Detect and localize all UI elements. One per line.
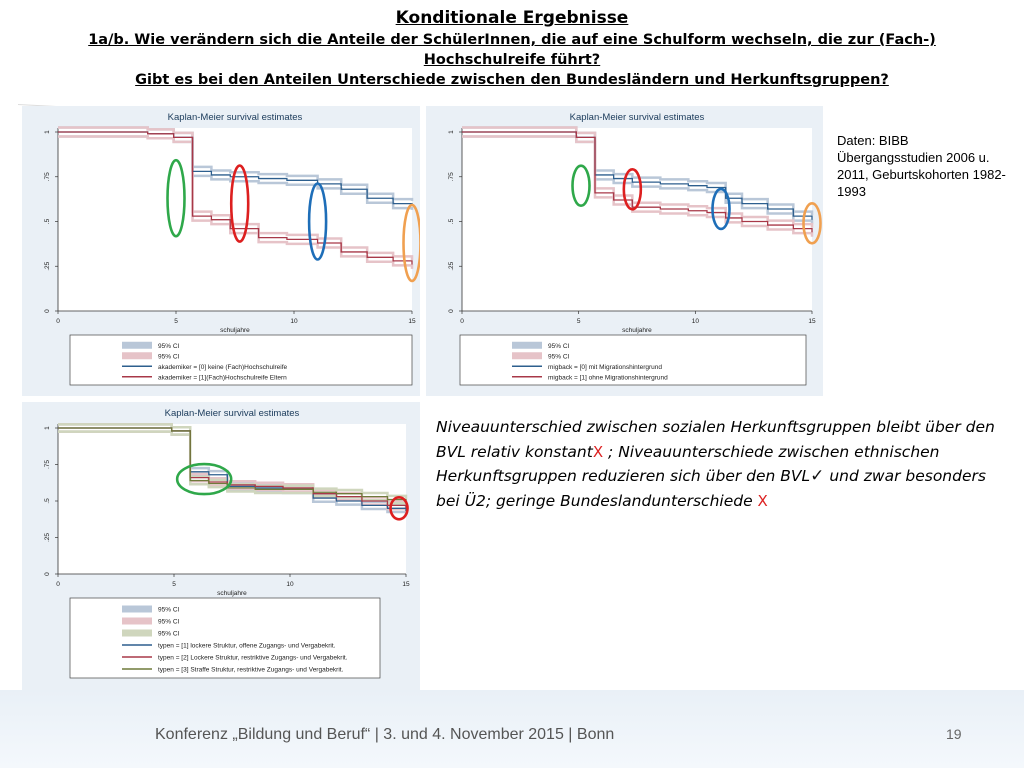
- y-tick-label: .25: [448, 261, 455, 271]
- y-tick-label: 1: [44, 130, 51, 134]
- legend-label: typen = [3] Straffe Struktur, restriktive Zugangs- und Vergabekrit.: [158, 666, 344, 674]
- x-tick-label: 0: [460, 318, 464, 325]
- x-tick-label: 10: [290, 318, 298, 325]
- legend-label: 95% CI: [158, 630, 180, 638]
- legend-swatch: [122, 342, 152, 349]
- legend-label: 95% CI: [158, 606, 180, 614]
- plot-area: [58, 128, 412, 311]
- y-tick-label: .25: [44, 261, 51, 271]
- legend-swatch: [122, 352, 152, 359]
- x-tick-label: 10: [691, 318, 699, 325]
- page-number: 19: [946, 726, 962, 742]
- legend-label: 95% CI: [548, 353, 570, 361]
- x-tick-label: 5: [172, 581, 176, 588]
- x-tick-label: 0: [56, 581, 60, 588]
- legend-label: akademiker = [0] keine (Fach)Hochschulreife: [158, 363, 288, 371]
- plot-area: [462, 128, 812, 311]
- legend-label: 95% CI: [548, 342, 570, 350]
- y-tick-label: 0: [448, 309, 455, 313]
- research-question-line-2: Hochschulreife führt?: [423, 52, 601, 68]
- commentary-part-2: ; Niveauunterschiede zwischen ethnischen Herkunftsgruppen reduzieren sich über den BVL: [436, 442, 940, 485]
- y-tick-label: 0: [44, 309, 51, 313]
- legend-label: akademiker = [1](Fach)Hochschulreife Eltern: [158, 374, 287, 382]
- chart-migback: [426, 106, 823, 396]
- chart-akademiker: [22, 106, 420, 396]
- legend-swatch: [122, 606, 152, 613]
- chart-akademiker-svg: [22, 106, 420, 396]
- y-tick-label: .75: [44, 172, 51, 182]
- x-tick-label: 15: [808, 318, 816, 325]
- research-question-line-1: 1a/b. Wie verändern sich die Anteile der SchülerInnen, die auf eine Schulform wechseln, die zur (Fach-): [88, 32, 936, 48]
- legend-label: 95% CI: [158, 342, 180, 350]
- y-tick-label: 1: [448, 130, 455, 134]
- x-axis-label: schuljahre: [622, 327, 652, 334]
- y-tick-label: .75: [448, 172, 455, 182]
- y-tick-label: .75: [44, 459, 51, 470]
- legend-label: typen = [1] lockere Struktur, offene Zugangs- und Vergabekrit.: [158, 642, 336, 650]
- check-mark-icon: ✓: [810, 466, 825, 486]
- chart-title: Kaplan-Meier survival estimates: [569, 112, 705, 123]
- chart-title: Kaplan-Meier survival estimates: [167, 112, 303, 123]
- chart-migback-svg: [426, 106, 823, 396]
- footer-conference: Konferenz „Bildung und Beruf“ | 3. und 4. November 2015 | Bonn: [155, 726, 615, 743]
- y-tick-label: 0: [44, 572, 51, 576]
- legend-swatch: [512, 352, 542, 359]
- y-tick-label: .25: [44, 532, 51, 543]
- commentary-part-1: Niveauunterschied zwischen sozialen Herkunftsgruppen bleibt über den BVL relativ konstant: [436, 418, 995, 461]
- cross-mark-1: X: [592, 442, 604, 461]
- legend-label: migback = [1] ohne Migrationshintergrund: [548, 374, 668, 382]
- x-tick-label: 0: [56, 318, 60, 325]
- chart-typen: [22, 402, 420, 690]
- legend-swatch: [122, 630, 152, 637]
- cross-mark-2: X: [757, 491, 768, 510]
- x-tick-label: 15: [408, 318, 416, 325]
- x-tick-label: 5: [576, 318, 581, 325]
- y-tick-label: .5: [44, 218, 51, 225]
- chart-title: Kaplan-Meier survival estimates: [164, 408, 300, 419]
- research-question-line-3: Gibt es bei den Anteilen Unterschiede zwischen den Bundesländern und Herkunftsgruppen?: [135, 72, 889, 88]
- x-tick-label: 5: [174, 318, 178, 325]
- legend-label: 95% CI: [158, 353, 180, 361]
- plot-area: [58, 424, 406, 574]
- slide-title-block: [0, 6, 1024, 90]
- data-source-note: Daten: BIBB Übergangsstudien 2006 u. 2011, Geburtskohorten 1982-1993: [837, 133, 1006, 199]
- slide-title: Konditionale Ergebnisse: [395, 8, 629, 28]
- legend-swatch: [122, 618, 152, 625]
- x-tick-label: 15: [402, 581, 410, 588]
- legend-label: migback = [0] mit Migrationshintergrund: [548, 363, 662, 371]
- legend-swatch: [512, 342, 542, 349]
- commentary-text: [436, 415, 996, 513]
- y-tick-label: 1: [44, 426, 51, 430]
- x-axis-label: schuljahre: [220, 327, 250, 334]
- commentary-part-3: und zwar besonders bei Ü2; geringe Bundeslandunterschiede: [436, 467, 986, 510]
- y-tick-label: .5: [448, 218, 455, 225]
- chart-typen-svg: [22, 402, 420, 690]
- x-axis-label: schuljahre: [217, 590, 247, 597]
- y-tick-label: .5: [44, 498, 51, 504]
- legend-label: typen = [2] Lockere Struktur, restriktive Zugangs- und Vergabekrit.: [158, 654, 348, 662]
- x-tick-label: 10: [286, 581, 294, 588]
- legend-label: 95% CI: [158, 618, 180, 626]
